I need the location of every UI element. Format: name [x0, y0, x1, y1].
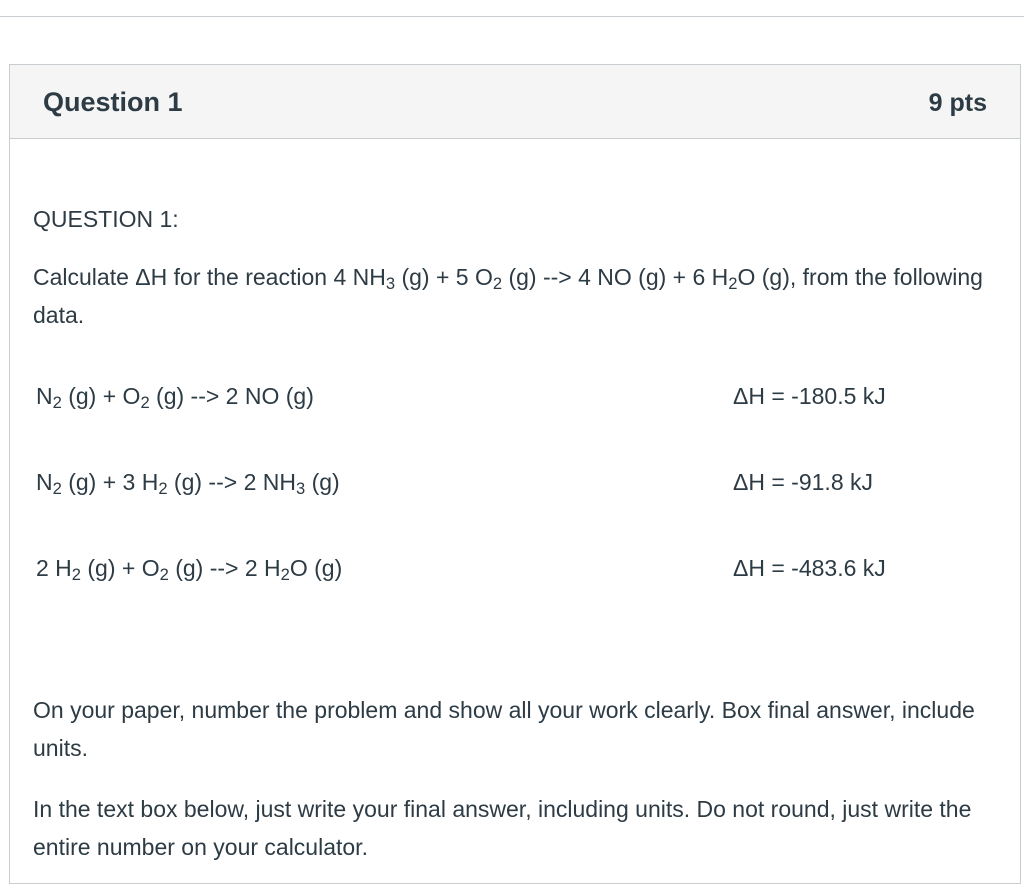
eq-text: 2 H: [36, 555, 72, 581]
question-intro: [33, 258, 983, 334]
reaction-equation: [36, 377, 314, 415]
intro-subscript-2: 2: [492, 274, 503, 294]
intro-text-1: Calculate ΔH for the reaction 4 NH: [33, 264, 386, 290]
reaction-equation: [36, 549, 342, 587]
question-header: [10, 65, 1020, 139]
intro-subscript-3: 2: [728, 274, 738, 294]
eq-text: O (g): [289, 555, 343, 581]
eq-subscript: 2: [280, 565, 290, 585]
intro-text-4: O (g), from the following data.: [33, 264, 983, 328]
eq-subscript: 2: [159, 565, 169, 585]
reaction-row: [36, 549, 966, 587]
reaction-row: [36, 463, 966, 501]
reaction-row: [36, 377, 966, 415]
eq-text: (g) --> 2 NH: [167, 469, 296, 495]
intro-subscript-1: 3: [385, 274, 396, 294]
top-divider: [0, 16, 1024, 17]
eq-text: (g) --> 2 NO (g): [149, 383, 314, 409]
eq-text: (g) + O: [81, 555, 160, 581]
reaction-equation: [36, 463, 340, 501]
eq-text: (g): [305, 469, 340, 495]
eq-text: (g) + 3 H: [61, 469, 159, 495]
intro-text-3: (g) --> 4 NO (g) + 6 H: [502, 264, 729, 290]
eq-text: N: [36, 469, 53, 495]
reaction-enthalpy: ΔH = -483.6 kJ: [733, 555, 886, 581]
eq-subscript: 2: [71, 565, 81, 585]
instruction-paragraph: On your paper, number the problem and show all your work clearly. Box final answer, include units.: [33, 697, 975, 761]
question-title: Question 1: [43, 87, 183, 117]
eq-text: (g) --> 2 H: [168, 555, 281, 581]
reaction-enthalpy: ΔH = -180.5 kJ: [733, 383, 886, 409]
question-label: QUESTION 1:: [33, 206, 179, 232]
eq-subscript: 2: [158, 479, 168, 499]
eq-subscript: 2: [52, 479, 62, 499]
question-points: 9 pts: [928, 89, 987, 117]
eq-text: N: [36, 383, 53, 409]
eq-subscript: 2: [52, 393, 62, 413]
instruction-paragraph: In the text box below, just write your final answer, including units. Do not round, just write the entire number on your calculator.: [33, 796, 972, 860]
eq-subscript: 2: [140, 393, 150, 413]
eq-text: (g) + O: [61, 383, 141, 409]
intro-text-2: (g) + 5 O: [395, 264, 493, 290]
reaction-enthalpy: ΔH = -91.8 kJ: [733, 469, 873, 495]
eq-subscript: 3: [295, 479, 306, 499]
